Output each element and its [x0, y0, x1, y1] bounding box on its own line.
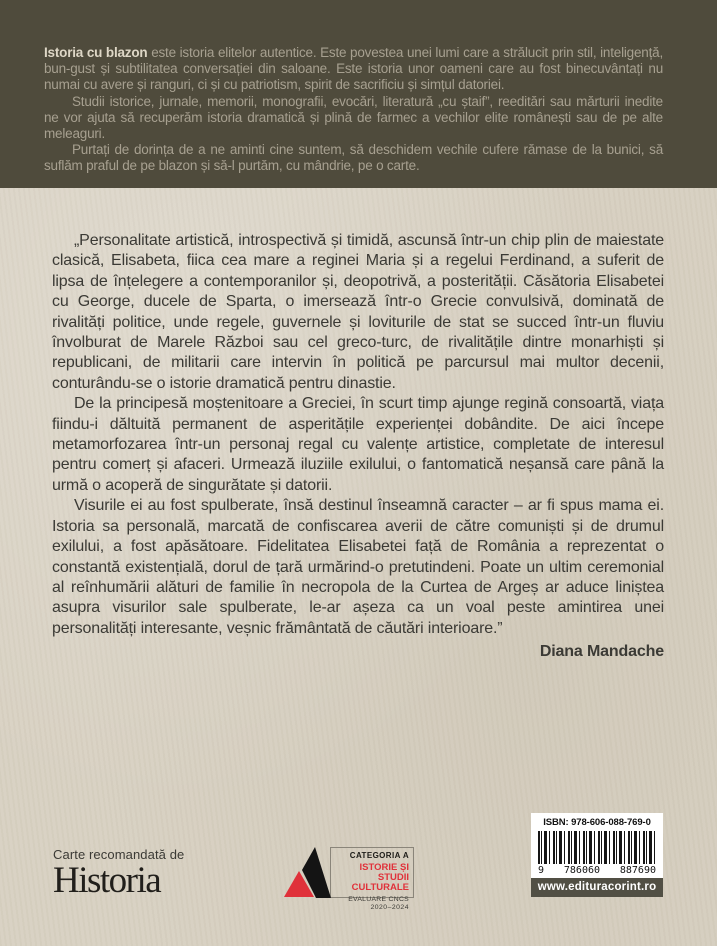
quote-paragraph: De la principesă moștenitoare a Greciei, în scurt timp ajunge regină consoartă, viața fiindu-i dăltuită permanent de asperitățile experienței dobândite. De aici începe metamorfozarea într-un personaj regal cu valențe artistice, completate de interesul pentru comerț și afaceri. Urmează iluziile exilului, o fantomatică neșansă care până la urmă o acoperă de singurătate și datorii. [52, 395, 664, 494]
quote-author-signature: Diana Mandache [539, 643, 664, 661]
header-paragraph [44, 45, 663, 94]
cncs-domain-line2: CULTURALE [351, 882, 409, 893]
cncs-badge [284, 845, 416, 911]
cncs-badge-box [330, 847, 414, 911]
isbn-label: ISBN: 978-606-088-769-0 [543, 817, 651, 828]
isbn-barcode-block [531, 813, 663, 897]
series-description: este istoria elitelor autentice. Este povestea unei lumi care a strălucit prin stil, inteligență, bun-gust și subtilitatea conversației din saloane. Este istoria unor oameni care au fost binecuvântați nu numai cu avere și ranguri, ci și cu patriotism, spirit de sacrificiu și simțul datoriei. [44, 45, 664, 93]
barcode-digit-group: 887690 [619, 865, 656, 876]
barcode-bars [538, 831, 656, 864]
cncs-domain-label [331, 863, 409, 893]
header-paragraph: Purtați de dorința de a ne aminti cine suntem, să deschidem vechile cufere rămase de la bunici, să suflăm praful de pe blazon și să-l purtăm, cu mândrie, pe o carte. [44, 142, 663, 174]
cncs-domain-line1: ISTORIE ȘI STUDII [359, 862, 409, 883]
quote-paragraph: Visurile ei au fost spulberate, însă destinul înseamnă caracter – ar fi spus mama ei. Istoria sa personală, marcată de confiscarea averii de către comuniști și de drumul exilului, a fost apăsătoare. Fidelitatea Elisabetei față de România a reprezentat o constantă existențială, dorul de țară urmărind-o pretutindeni. Poate un ultim ceremonial al reînhumării alături de familie în necropola de la Curtea de Argeș ar aduce liniștea asupra visurilor sale spulberate, le-ar așeza ca un voal peste amintirea unei personalități interesante, veșnic frământată de căutări interioare.” [52, 497, 664, 637]
barcode-digit-group: 786060 [563, 865, 601, 876]
cncs-triangle-logo-icon [284, 846, 332, 899]
series-blurb [0, 0, 717, 188]
publisher-website: www.edituracorint.ro [531, 878, 663, 897]
header-paragraph: Studii istorice, jurnale, memorii, monografii, evocări, literatură „cu ștaif”, reeditări sau mărturii inedite ne vor ajuta să recuperăm istoria dramatică și plină de farmec a vechilor elite românești sau de pe alte meleaguri. [44, 93, 663, 142]
barcode-digits [536, 865, 658, 876]
quote-paragraph: „Personalitate artistică, introspectivă și timidă, ascunsă într-un chip plin de maiestate clasică, Elisabeta, fiica cea mare a reginei Maria și a regelui Ferdinand, a suferit de lipsa de înțelegere a contemporanilor și, deopotrivă, a posterității. Căsătoria Elisabetei cu George, ducele de Sparta, o imersează într-o Grecie convulsivă, dominată de rivalități politice, unde regele, guvernele și loviturile de stat se succed într-un fluviu învolburat de Marele Război sau cel greco-turc, de rivalitățile dintre monarhiști și republicani, de militarii care intervin în politică pe parcursul mai multor decenii, conturându-se o istorie dramatică pentru dinastie. [52, 232, 664, 392]
historia-logo: Historia [53, 860, 161, 901]
cncs-evaluation-period: 2020–2024 [370, 903, 409, 911]
barcode-digit-group: 9 [538, 865, 545, 876]
cncs-evaluation-label: EVALUARE CNCS [348, 896, 409, 903]
cncs-category-label: CATEGORIA A [349, 851, 409, 860]
barcode-white-box [531, 813, 663, 878]
recommendation-label: Carte recomandată de [53, 847, 185, 862]
historia-recommendation [53, 847, 184, 901]
back-cover-quote [0, 188, 717, 663]
series-title: Istoria cu blazon [44, 45, 148, 60]
